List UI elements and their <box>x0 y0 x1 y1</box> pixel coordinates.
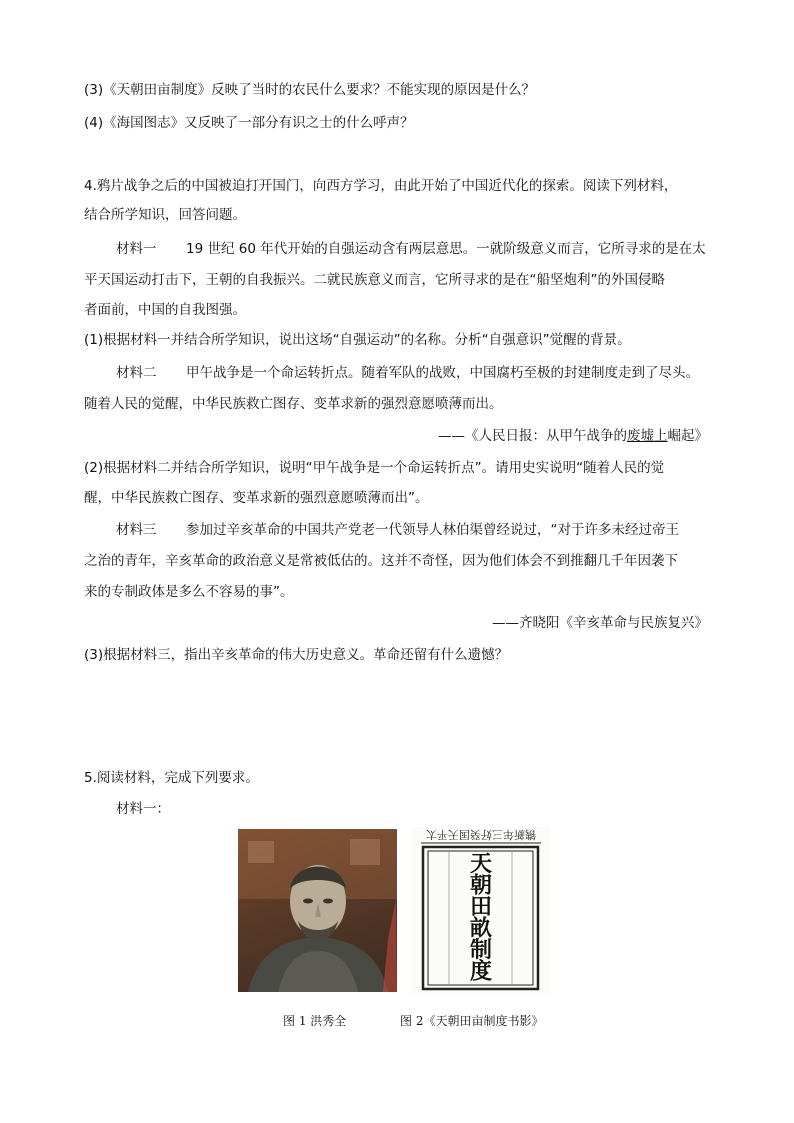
statue-illustration <box>238 829 397 992</box>
material-2-line2: 随着人民的觉醒，中华民族救亡图存、变革求新的强烈意愿喷薄而出。 <box>84 396 503 412</box>
material-2-label: 材料二 <box>116 365 157 381</box>
material-3-line3: 来的专制政体是多么不容易的事”。 <box>84 584 294 600</box>
material-2-source <box>438 426 708 446</box>
question-4-intro-line1: 4.鸦片战争之后的中国被迫打开国门，向西方学习，由此开始了中国近代化的探索。阅读下列材料， <box>84 178 678 194</box>
book-title-char: 天 <box>469 851 493 877</box>
book-title-char: 度 <box>469 958 493 985</box>
question-3-part-3: (3)《天朝田亩制度》反映了当时的农民什么要求？不能实现的原因是什么？ <box>84 82 536 98</box>
book-cover-illustration <box>411 827 550 993</box>
tianchao-tianmu-book-cover <box>411 827 550 993</box>
material-1-label: 材料一 <box>116 241 157 257</box>
material-3-label: 材料三 <box>116 522 157 538</box>
material-1-line3: 者面前，中国的自我图强。 <box>84 302 246 318</box>
question-4-sub-1: (1)根据材料一并结合所学知识，说出这场“自强运动”的名称。分析“自强意识”觉醒的背景。 <box>84 332 631 348</box>
material-3-source: ——齐晓阳《辛亥革命与民族复兴》 <box>492 615 708 631</box>
figure-2-caption: 图 2《天朝田亩制度书影》 <box>400 1014 544 1028</box>
material-2-line1 <box>116 363 699 383</box>
book-title-char: 田 <box>469 894 493 920</box>
question-3-part-4: (4)《海国图志》又反映了一部分有识之士的什么呼声？ <box>84 115 414 131</box>
question-5-material-1-label: 材料一： <box>116 801 170 817</box>
material-3-text-line1: 参加过辛亥革命的中国共产党老一代领导人林伯渠曾经说过，“对于许多未经过帝王 <box>186 522 679 538</box>
material-3-line1 <box>116 520 679 540</box>
material-3-line2: 之治的青年，辛亥革命的政治意义是常被低估的。这并不奇怪，因为他们体会不到推翻几千年因袭下 <box>84 553 678 569</box>
material-2-source-prefix: ——《人民日报：从甲午战争的 <box>438 428 627 444</box>
book-title-char: 朝 <box>469 872 493 899</box>
question-5-intro: 5.阅读材料，完成下列要求。 <box>84 770 259 786</box>
hong-xiuquan-statue-photo <box>238 829 397 992</box>
question-4-sub-2-line1: (2)根据材料二并结合所学知识，说明“甲午战争是一个命运转折点”。请用史实说明“随着人民的觉 <box>84 460 665 476</box>
material-2-source-underlined: 废墟上 <box>627 428 668 444</box>
material-2-text-line1: 甲午战争是一个命运转折点。随着军队的战败，中国腐朽至极的封建制度走到了尽头。 <box>186 365 699 381</box>
question-4-intro-line2: 结合所学知识，回答问题。 <box>84 207 246 223</box>
question-4-sub-3: (3)根据材料三，指出辛亥革命的伟大历史意义。革命还留有什么遗憾？ <box>84 647 509 663</box>
book-header-text: 镌新年三好癸国天平太 <box>426 828 536 841</box>
material-2-source-suffix: 崛起》 <box>667 428 708 444</box>
material-1-line1 <box>116 239 706 259</box>
book-title-char: 畝 <box>469 915 493 942</box>
book-title-text <box>470 851 492 985</box>
question-4-sub-2-line2: 醒，中华民族救亡图存、变革求新的强烈意愿喷薄而出”。 <box>84 490 429 506</box>
figure-1-caption: 图 1 洪秀全 <box>283 1014 347 1028</box>
material-1-line2: 平天国运动打击下，王朝的自我振兴。二就民族意义而言，它所寻求的是在“船坚炮利”的外国侵略 <box>84 272 665 288</box>
material-1-text-line1: 19 世纪 60 年代开始的自强运动含有两层意思。一就阶级意义而言，它所寻求的是在太 <box>186 241 706 257</box>
book-title-char: 制 <box>469 937 493 963</box>
